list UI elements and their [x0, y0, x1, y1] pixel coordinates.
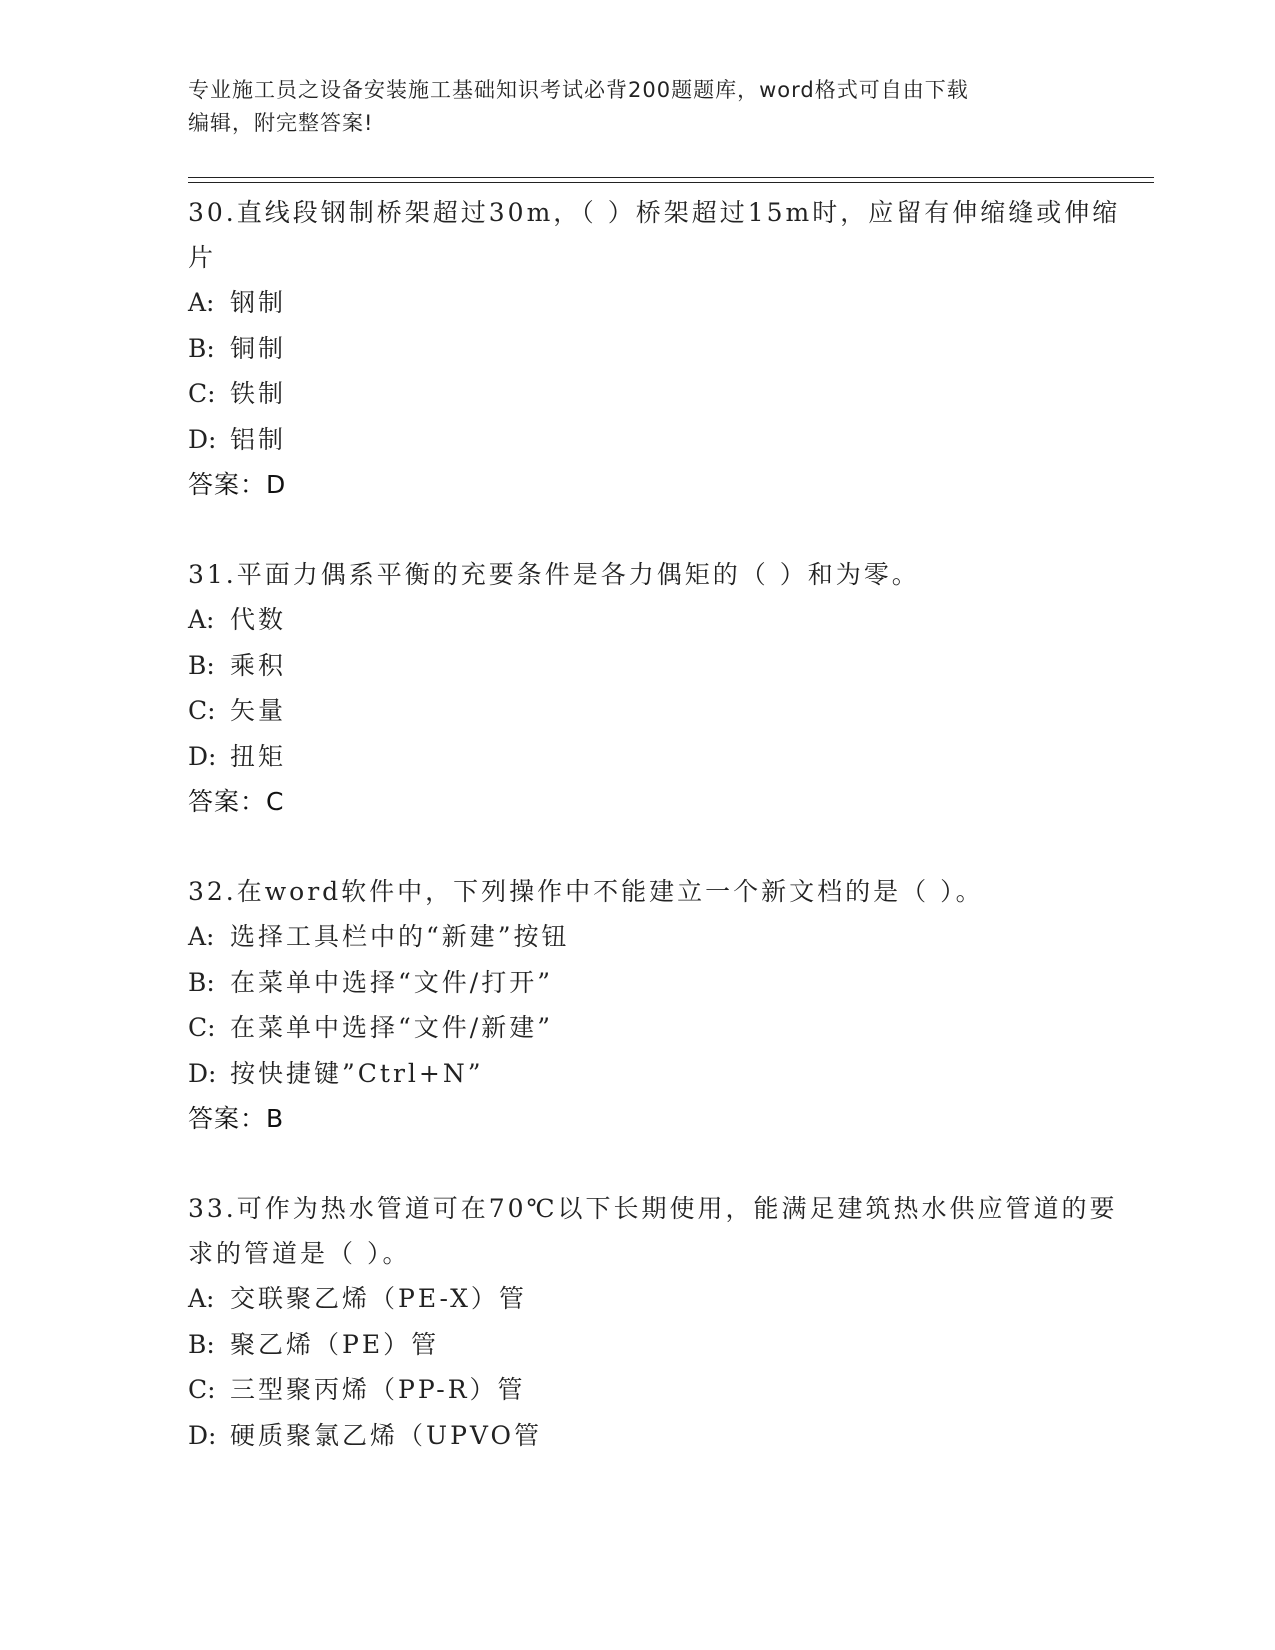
option-text: 按快捷键”Ctrl+N”: [230, 1058, 484, 1088]
option-label: D:: [188, 424, 217, 454]
answer-line: 答案：B: [188, 1104, 285, 1133]
option-label: A:: [188, 605, 215, 634]
question-stem: 33.可作为热水管道可在70℃以下长期使用，能满足建筑热水供应管道的要求的管道是（ ）。: [188, 1194, 1118, 1268]
option-text: 在菜单中选择“文件/新建”: [230, 1013, 553, 1042]
header-divider-bottom: [188, 182, 1154, 183]
option-c: [188, 688, 1128, 734]
option-a: [188, 1276, 1128, 1322]
option-d: [188, 1051, 1128, 1097]
option-label: C:: [188, 696, 216, 725]
question-stem: 30.直线段钢制桥架超过30m，（ ）桥架超过15m时，应留有伸缩缝或伸缩片: [188, 198, 1121, 272]
option-label: A:: [188, 1284, 215, 1313]
option-a: [188, 914, 1128, 960]
option-text: 聚乙烯（PE）管: [230, 1329, 440, 1359]
option-text: 交联聚乙烯（PE-X）管: [230, 1284, 527, 1313]
option-text: 在菜单中选择“文件/打开”: [230, 967, 553, 997]
option-label: B:: [188, 1329, 215, 1359]
option-text: 铝制: [230, 424, 287, 454]
document-header: [188, 74, 1088, 140]
option-label: C:: [188, 379, 216, 408]
question-stem: 31.平面力偶系平衡的充要条件是各力偶矩的（ ）和为零。: [188, 560, 920, 589]
option-b: [188, 643, 1128, 689]
option-label: D:: [188, 741, 217, 771]
option-label: D:: [188, 1058, 217, 1088]
question-32: [188, 869, 1128, 1141]
option-text: 铁制: [230, 379, 287, 408]
option-d: [188, 734, 1128, 780]
option-b: [188, 1322, 1128, 1368]
option-label: D:: [188, 1420, 217, 1450]
option-a: [188, 597, 1128, 643]
option-label: B:: [188, 967, 215, 997]
option-label: A:: [188, 288, 215, 317]
option-text: 扭矩: [230, 741, 287, 771]
option-d: [188, 417, 1128, 463]
option-label: A:: [188, 922, 215, 951]
option-text: 代数: [230, 605, 287, 634]
option-text: 三型聚丙烯（PP-R）管: [230, 1375, 526, 1404]
option-label: C:: [188, 1013, 216, 1042]
option-c: [188, 371, 1128, 417]
option-a: [188, 280, 1128, 326]
option-b: [188, 960, 1128, 1006]
answer-line: 答案：D: [188, 470, 287, 499]
option-text: 钢制: [230, 288, 287, 317]
option-text: 乘积: [230, 650, 287, 680]
option-text: 选择工具栏中的“新建”按钮: [230, 922, 570, 951]
header-line-2: 编辑，附完整答案!: [188, 111, 374, 135]
option-label: B:: [188, 650, 215, 680]
question-stem: 32.在word软件中，下列操作中不能建立一个新文档的是（ ）。: [188, 877, 984, 906]
option-label: B:: [188, 333, 215, 363]
option-b: [188, 326, 1128, 372]
option-d: [188, 1413, 1128, 1459]
option-text: 铜制: [230, 333, 287, 363]
option-label: C:: [188, 1375, 216, 1404]
option-text: 硬质聚氯乙烯（UPVO管: [230, 1420, 543, 1450]
option-text: 矢量: [230, 696, 287, 725]
answer-line: 答案：C: [188, 787, 285, 816]
question-31: [188, 552, 1128, 824]
header-divider-top: [188, 177, 1154, 178]
question-30: [188, 190, 1128, 507]
option-c: [188, 1005, 1128, 1051]
header-line-1: 专业施工员之设备安装施工基础知识考试必背200题题库，word格式可自由下载: [188, 78, 969, 102]
question-list: [188, 190, 1128, 1503]
question-33: [188, 1186, 1128, 1458]
option-c: [188, 1367, 1128, 1413]
